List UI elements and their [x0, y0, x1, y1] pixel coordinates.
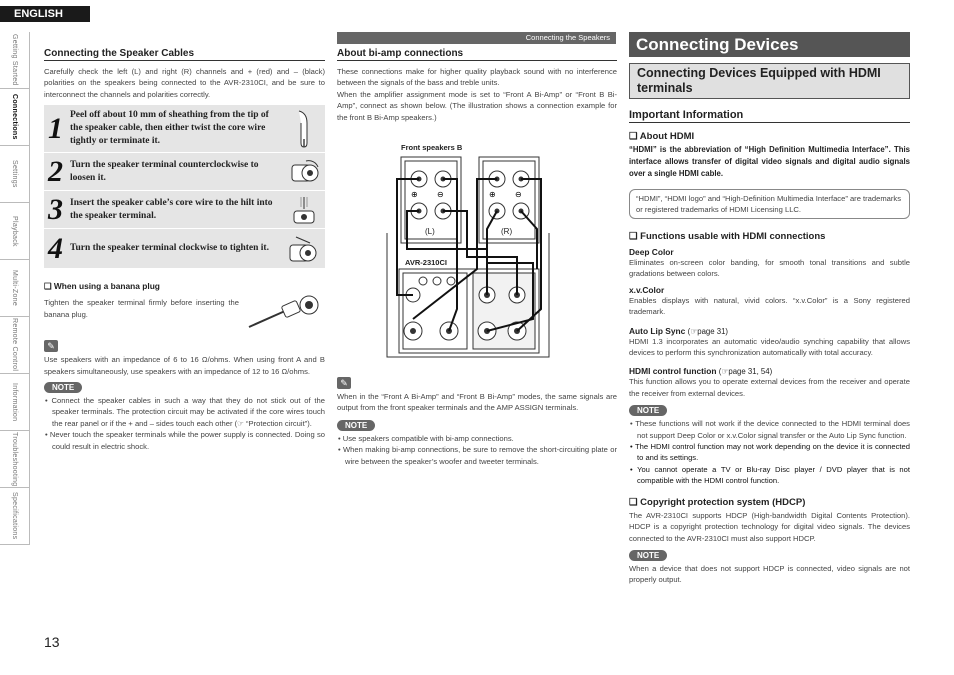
banana-plug-text: Tighten the speaker terminal firmly before inserting the banana plug. [44, 298, 239, 319]
connecting-devices-column [629, 32, 910, 586]
speaker-cables-column [44, 48, 325, 452]
chapter-nav [0, 32, 30, 545]
hdmi-control-text: This function allows you to operate external devices from the receiver and operate the receiver from external devices. [629, 377, 910, 398]
step-2 [44, 153, 325, 191]
about-hdmi-heading: ❑ About HDMI [629, 131, 695, 142]
hdcp-note-text: When a device that does not support HDCP is connected, video signals are not properly output. [629, 563, 910, 585]
hdcp-text: The AVR-2310CI supports HDCP (High-bandwidth Digital Contents Protection). HDCP is a copyright protection technology for digital video signals. The devices connected to the AVR-2310CI must also support HDCP. [629, 510, 910, 543]
receiver-label: AVR-2310CI [405, 258, 447, 268]
nav-label: Remote Control [11, 318, 18, 372]
nav-label: Specifications [11, 492, 18, 540]
front-speakers-label: Front speakers B [401, 143, 463, 153]
section-subtitle: Connecting Devices Equipped with HDMI terminals [629, 63, 910, 99]
impedance-text: Use speakers with an impedance of 6 to 16 Ω/ohms. When using front A and B speakers simultaneously, use speakers with an impedance of 12 to 16 Ω/ohms. [44, 355, 325, 376]
svg-text:⊖: ⊖ [437, 190, 444, 200]
step-text: Peel off about 10 mm of sheathing from the tip of the speaker cable, then either twist the core wire tightly or terminate it. [70, 110, 269, 147]
deep-color-title: Deep Color [629, 247, 674, 257]
nav-label: Troubleshooting [11, 431, 18, 487]
step-text: Turn the speaker terminal clockwise to tighten it. [70, 243, 269, 254]
note-badge: NOTE [44, 382, 82, 393]
hdmi-control-label: HDMI control function [629, 366, 717, 377]
nav-label: Connections [11, 94, 18, 140]
intro-text: Carefully check the left (L) and right (R) channels and + (red) and – (black) polarities on the speakers being connected to the AVR-2310CI, and be sure to interconnect the channels and polarities correctly. [44, 67, 325, 99]
right-channel-label: (R) [501, 227, 513, 237]
nav-label: Playback [11, 215, 18, 247]
note-item: • When making bi-amp connections, be sure to remove the short-circuiting plate or wire between the speaker’s woofer and tweeter terminals. [337, 444, 617, 467]
note-list [44, 395, 325, 452]
nav-connections[interactable] [0, 89, 30, 146]
hint-icon: ✎ [337, 377, 351, 389]
note-badge: NOTE [629, 405, 667, 416]
note-item: • Never touch the speaker terminals while the power supply is connected. Doing so could result in electric shock. [44, 429, 325, 452]
bi-amp-hint: When in the “Front A Bi-Amp” and “Front B Bi-Amp” modes, the same signals are output from the front speaker terminals and the AMP ASSIGN terminals. [337, 392, 617, 413]
step-1 [44, 105, 325, 153]
hdmi-control-title [629, 366, 910, 376]
left-channel-label: (L) [425, 227, 435, 237]
page-number: 13 [44, 634, 60, 650]
note-item: • You cannot operate a TV or Blu-ray Disc player / DVD player that is not compatible with the HDMI control function. [629, 464, 910, 487]
nav-label: Getting Started [11, 34, 18, 86]
cable-tip-icon [287, 109, 321, 149]
page-reference: (☞page 31, 54) [718, 367, 773, 377]
nav-label: Information [11, 382, 18, 422]
svg-text:⊕: ⊕ [489, 190, 496, 200]
bi-amp-column [337, 48, 617, 467]
note-item: • The HDMI control function may not work depending on the device it is connected to and its settings. [629, 441, 910, 464]
section-banner: Connecting the Speakers [337, 32, 616, 44]
step-number: 4 [48, 231, 63, 265]
xvcolor-title: x.v.Color [629, 284, 665, 295]
xvcolor-text: Enables displays with natural, vivid colors. “x.v.Color” is a Sony registered trademark. [629, 295, 910, 317]
svg-text:⊖: ⊖ [515, 190, 522, 200]
terminal-loosen-icon [287, 157, 321, 187]
about-hdmi-text: “HDMI” is the abbreviation of “High Definition Multimedia Interface”. This interface allows transfer of digital video signals and digital audio signals over a single HDMI cable. [629, 145, 910, 178]
important-info-heading: Important Information [629, 109, 910, 123]
section-heading: About bi-amp connections [337, 48, 617, 61]
deep-color-text: Eliminates on-screen color banding, for smooth tonal transitions and subtle gradations between colors. [629, 258, 910, 279]
steps-list [44, 105, 325, 269]
banana-plug-icon [245, 293, 325, 336]
nav-playback[interactable] [0, 203, 30, 260]
note-item: • Use speakers compatible with bi-amp connections. [337, 433, 617, 444]
wiring-diagram [337, 129, 617, 369]
hdcp-heading: ❑ Copyright protection system (HDCP) [629, 496, 806, 508]
language-tab: ENGLISH [0, 6, 90, 22]
step-number: 2 [48, 154, 63, 188]
auto-lip-sync-text: HDMI 1.3 incorporates an automatic video/audio synching capability that allows devices to perform this synchronization automatically with total accuracy. [629, 336, 910, 358]
bi-amp-description: When the amplifier assignment mode is set to “Front A Bi-Amp” or “Front B Bi-Amp”, connect as shown below. (The illustration shows a connection example for the front B Bi-Amp speakers.) [337, 89, 617, 122]
bi-amp-intro: These connections make for higher quality playback sound with no interference between the signals of the bass and treble units. [337, 67, 617, 88]
step-text: Insert the speaker cable’s core wire to the hilt into the speaker terminal. [70, 197, 273, 221]
step-4 [44, 229, 325, 269]
section-heading: Connecting the Speaker Cables [44, 48, 325, 61]
bi-amp-diagram [337, 129, 617, 369]
nav-information[interactable] [0, 374, 30, 431]
step-text: Turn the speaker terminal counterclockwise to loosen it. [70, 159, 259, 183]
nav-label: Multi-Zone [11, 269, 18, 307]
page-reference: (☞page 31) [687, 326, 729, 336]
auto-lip-sync-label: Auto Lip Sync [629, 325, 686, 336]
terminal-tighten-icon [287, 233, 321, 265]
banana-plug-section [44, 293, 325, 336]
nav-specifications[interactable] [0, 488, 30, 545]
nav-multi-zone[interactable] [0, 260, 30, 317]
nav-label: Settings [11, 160, 18, 188]
nav-getting-started[interactable] [0, 32, 30, 89]
note-item: • Connect the speaker cables in such a way that they do not stick out of the speaker terminals. The protection circuit may be activated if the core wires touch the rear panel or if the + and – sides touch each other (☞ “Protection circuit”). [44, 395, 325, 429]
svg-text:⊕: ⊕ [411, 190, 418, 200]
trademark-box: “HDMI”, “HDMI logo” and “High-Definition Multimedia Interface” are trademarks or registered trademarks of HDMI Licensing LLC. [629, 189, 910, 219]
functions-heading: ❑ Functions usable with HDMI connections [629, 231, 826, 242]
note-badge: NOTE [629, 550, 667, 561]
page-title: Connecting Devices [629, 32, 910, 57]
banana-plug-heading: ❑ When using a banana plug [44, 281, 160, 292]
cable-insert-icon [287, 195, 321, 225]
step-number: 1 [48, 111, 63, 145]
auto-lip-sync-title [629, 326, 910, 336]
note-list [337, 433, 617, 467]
nav-settings[interactable] [0, 146, 30, 203]
step-number: 3 [48, 192, 63, 226]
note-item: • These functions will not work if the device connected to the HDMI terminal does not support Deep Color or x.v.Color signal transfer or the Auto Lip Sync function. [629, 418, 910, 441]
note-list [629, 418, 910, 486]
step-3 [44, 191, 325, 229]
note-badge: NOTE [337, 420, 375, 431]
nav-troubleshooting[interactable] [0, 431, 30, 488]
nav-remote-control[interactable] [0, 317, 30, 374]
hint-icon: ✎ [44, 340, 58, 352]
